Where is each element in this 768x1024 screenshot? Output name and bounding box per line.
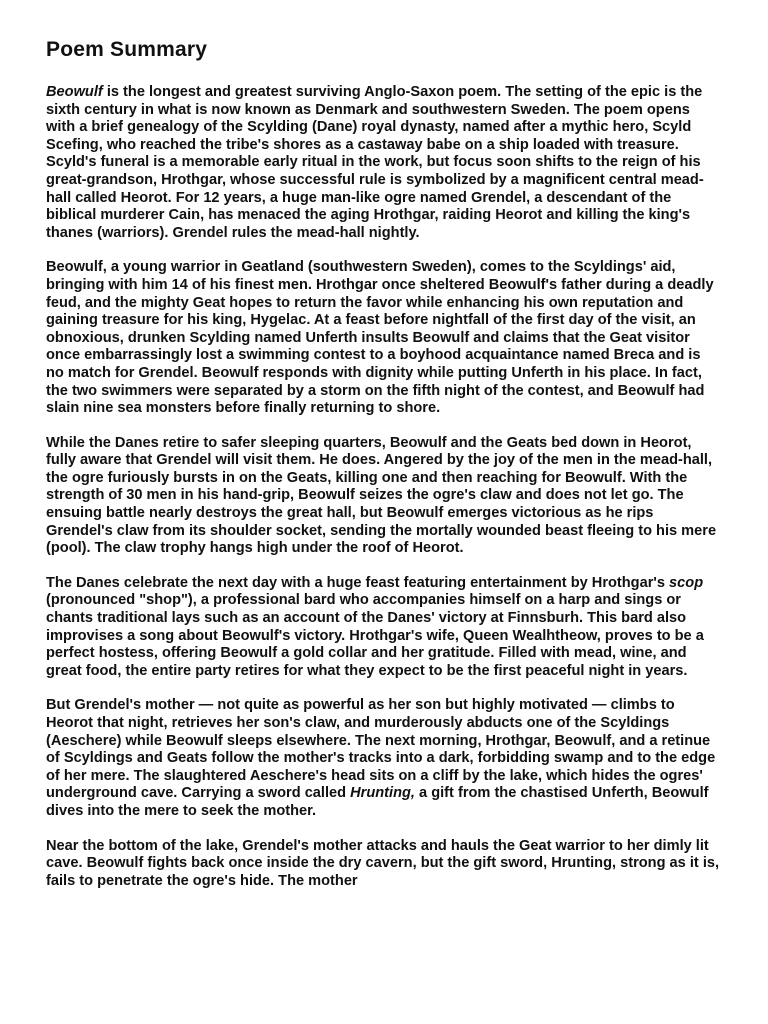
italic-term: Beowulf (46, 84, 103, 100)
italic-term: scop (669, 574, 704, 591)
summary-paragraph (46, 435, 722, 558)
paragraph-text: While the Danes retire to safer sleeping quarters, Beowulf and the Geats bed down in Heorot, fully aware that Grendel will visit them. He does. Angered by the joy of the men in the mead-hall, the ogre furiously bursts in on the Geats, killing one and then reaching for Beowulf. With the strength of 30 men in his hand-grip, Beowulf seizes the ogre's claw and does not let go. The ensuing battle nearly destroys the great hall, but Beowulf emerges victorious as he rips Grendel's claw from its shoulder socket, sending the mortally wounded beast fleeing to his mere (pool). The claw trophy hangs high under the roof of Heorot. (46, 434, 717, 557)
summary-paragraph (46, 259, 722, 417)
paragraph-text: (pronounced "shop"), a professional bard who accompanies himself on a harp and sings or chants traditional lays such as an account of the Danes' victory at Finnsburh. This bard also improvises a song about Beowulf's victory. Hrothgar's wife, Queen Wealhtheow, proves to be a perfect hostess, offering Beowulf a gold collar and her gratitude. Filled with mead, wine, and great food, the entire party retires for what they expect to be the first peaceful night in years. (46, 592, 704, 679)
paragraph-text: Near the bottom of the lake, Grendel's mother attacks and hauls the Geat warrior to her dimly lit cave. Beowulf fights back once inside the dry cavern, but the gift sword, Hrunting, strong as it is, fails to penetrate the ogre's hide. The mother (46, 837, 720, 889)
paragraph-text: But Grendel's mother — not quite as powerful as her son but highly motivated — climbs to Heorot that night, retrieves her son's claw, and murderously abducts one of the Scyldings (Aeschere) while Beowulf sleeps elsewhere. The next morning, Hrothgar, Beowulf, and a retinue of Scyldings and Geats follow the mother's tracks into a dark, forbidding swamp and to the edge of her mere. The slaughtered Aeschere's head sits on a cliff by the lake, which hides the ogres' underground cave. Carrying a sword called (46, 697, 716, 802)
paragraph-text: a gift from the chastised Unferth, Beowulf dives into the mere to seek the mother. (46, 785, 709, 819)
summary-paragraph (46, 575, 722, 681)
paragraph-text: Beowulf, a young warrior in Geatland (southwestern Sweden), comes to the Scyldings' aid, bringing with him 14 of his finest men. Hrothgar once sheltered Beowulf's father during a deadly feud, and the mighty Geat hopes to return the favor while enhancing his own reputation and gaining treasure for his king, Hygelac. At a feast before nightfall of the first day of the visit, an obnoxious, drunken Scylding named Unferth insults Beowulf and claims that the Geat visitor once embarrassingly lost a swimming contest to a boyhood acquaintance named Breca and is no match for Grendel. Beowulf responds with dignity while putting Unferth in his place. In fact, the two swimmers were separated by a storm on the fifth night of the contest, and Beowulf had slain nine sea monsters before finally returning to shore. (46, 259, 714, 417)
paragraph-text: is the longest and greatest surviving Anglo-Saxon poem. The setting of the epic is the sixth century in what is now known as Denmark and southwestern Sweden. The poem opens with a brief genealogy of the Scylding (Dane) royal dynasty, named after a mythic hero, Scyld Scefing, who reached the tribe's shores as a castaway babe on a ship loaded with treasure. Scyld's funeral is a memorable early ritual in the work, but focus soon shifts to the reign of his great-grandson, Hrothgar, whose successful rule is symbolized by a magnificent central mead-hall called Heorot. For 12 years, a huge man-like ogre named Grendel, a descendant of the biblical murderer Cain, has menaced the aging Hrothgar, raiding Heorot and killing the king's thanes (warriors). Grendel rules the mead-hall nightly. (46, 84, 704, 241)
summary-body (46, 84, 728, 890)
paragraph-text: The Danes celebrate the next day with a huge feast featuring entertainment by Hrothgar's (46, 574, 670, 591)
summary-paragraph (46, 838, 722, 891)
summary-paragraph (46, 84, 722, 242)
italic-term: Hrunting, (350, 785, 415, 802)
page-title: Poem Summary (46, 38, 208, 61)
summary-paragraph (46, 697, 722, 820)
